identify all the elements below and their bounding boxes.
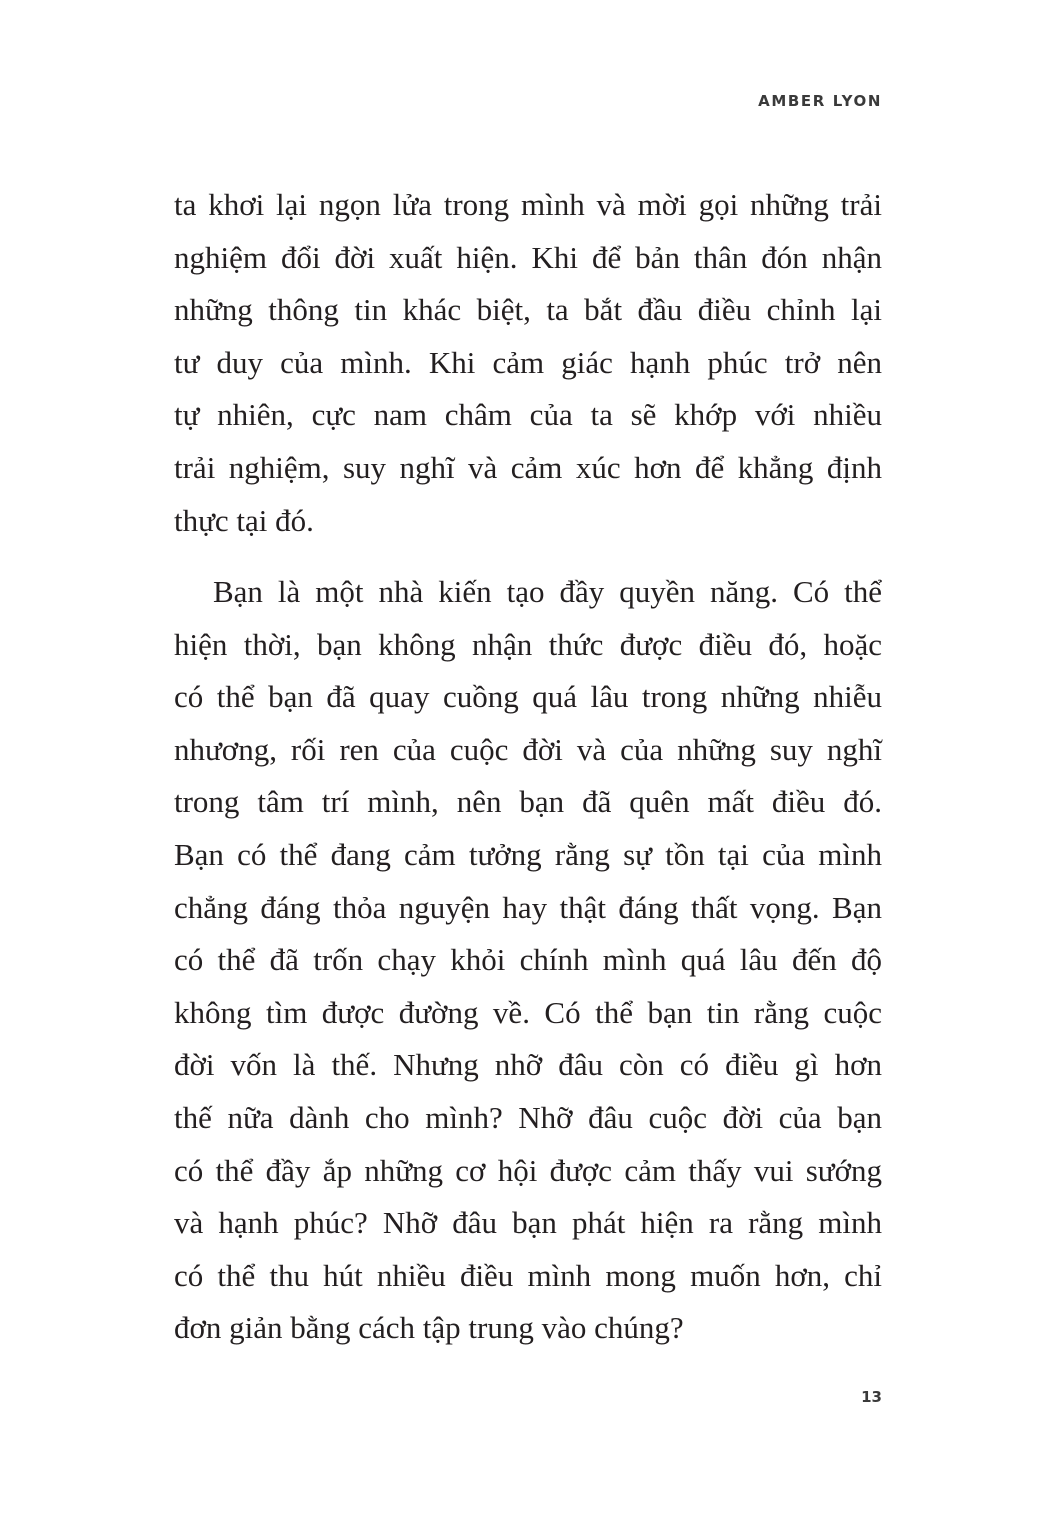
- text-line: những thông tin khác biệt, ta bắt đầu điều chỉnh lại: [174, 292, 882, 328]
- text-line: trải nghiệm, suy nghĩ và cảm xúc hơn để khẳng định: [174, 449, 882, 485]
- text-line: đời vốn là thế. Nhưng nhỡ đâu còn có điều gì hơn: [174, 1047, 882, 1083]
- text-line: và hạnh phúc? Nhỡ đâu bạn phát hiện ra rằng mình: [174, 1205, 882, 1241]
- paragraph-1: [174, 179, 882, 547]
- text-line: chẳng đáng thỏa nguyện hay thật đáng thất vọng. Bạn: [174, 889, 882, 925]
- paragraph-2: [174, 566, 882, 1355]
- text-line: đơn giản bằng cách tập trung vào chúng?: [174, 1310, 684, 1346]
- page-number: 13: [861, 1388, 882, 1406]
- text-line: tự nhiên, cực nam châm của ta sẽ khớp với nhiều: [174, 397, 882, 433]
- text-line: nhương, rối ren của cuộc đời và của những suy nghĩ: [174, 731, 882, 767]
- text-line: hiện thời, bạn không nhận thức được điều đó, hoặc: [174, 626, 882, 662]
- text-line: Bạn là một nhà kiến tạo đầy quyền năng. Có thể: [213, 574, 882, 609]
- text-line: có thể bạn đã quay cuồng quá lâu trong những nhiễu: [174, 679, 882, 715]
- running-head-author: AMBER LYON: [758, 92, 882, 110]
- text-line: trong tâm trí mình, nên bạn đã quên mất điều đó.: [174, 784, 882, 820]
- text-line: Bạn có thể đang cảm tưởng rằng sự tồn tại của mình: [174, 836, 882, 872]
- text-line: nghiệm đổi đời xuất hiện. Khi để bản thân đón nhận: [174, 239, 882, 275]
- text-line: có thể thu hút nhiều điều mình mong muốn hơn, chỉ: [174, 1257, 882, 1293]
- text-line: có thể đầy ắp những cơ hội được cảm thấy vui sướng: [174, 1152, 882, 1188]
- text-line: không tìm được đường về. Có thể bạn tin rằng cuộc: [174, 994, 882, 1030]
- text-line: ta khơi lại ngọn lửa trong mình và mời gọi những trải: [174, 187, 882, 222]
- text-line: thực tại đó.: [174, 502, 314, 538]
- text-line: có thể đã trốn chạy khỏi chính mình quá lâu đến độ: [174, 942, 882, 978]
- text-line: thế nữa dành cho mình? Nhỡ đâu cuộc đời của bạn: [174, 1099, 882, 1135]
- text-line: tư duy của mình. Khi cảm giác hạnh phúc trở nên: [174, 344, 882, 380]
